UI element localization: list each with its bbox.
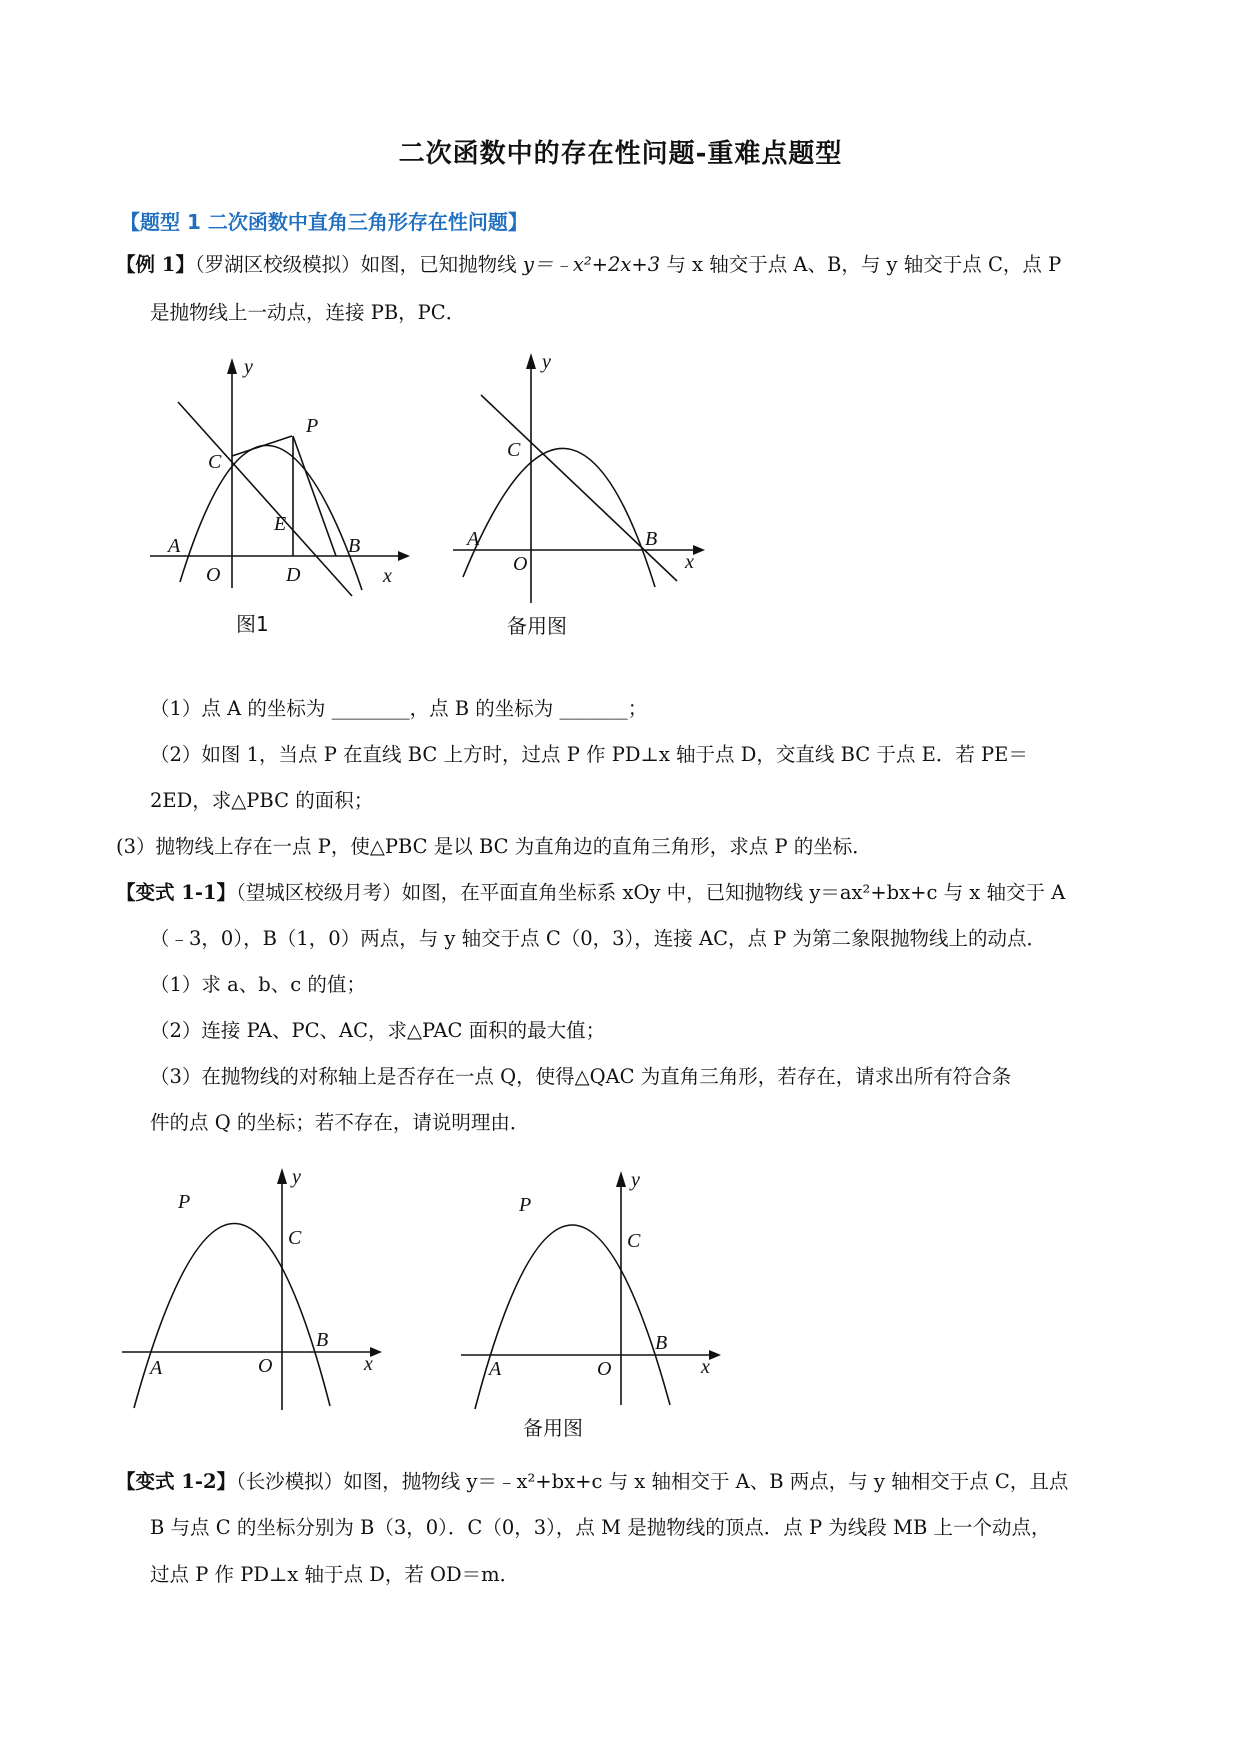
label-b: B — [348, 535, 361, 557]
y-axis-arrow — [277, 1168, 287, 1184]
label-y: y — [631, 1169, 640, 1191]
label-x: x — [685, 551, 694, 573]
label-a: A — [150, 1357, 163, 1379]
variant1-1-q1: （1）求 a、b、c 的值； — [150, 973, 366, 996]
label-o: O — [258, 1355, 273, 1377]
label-d: D — [286, 564, 301, 586]
label-x: x — [383, 565, 392, 587]
parabola-curve — [475, 1225, 670, 1409]
y-axis-arrow — [227, 358, 237, 374]
page-title: 二次函数中的存在性问题-重难点题型 — [398, 139, 843, 169]
example1-q1: （1）点 A 的坐标为 ________，点 B 的坐标为 _______； — [150, 697, 648, 720]
x-axis-arrow — [398, 551, 410, 561]
variant1-2-tag: 【变式 1-2】 — [116, 1470, 237, 1493]
example1-q3: (3）抛物线上存在一点 P，使△PBC 是以 BC 为直角边的直角三角形，求点 P 的坐标． — [116, 835, 872, 858]
variant1-2-line2: B 与点 C 的坐标分别为 B（3，0）．C（0，3），点 M 是抛物线的顶点．点 P 为线段 MB 上一个动点， — [150, 1516, 1051, 1539]
variant1-1-q3-line2: 件的点 Q 的坐标；若不存在，请说明理由． — [150, 1111, 530, 1134]
section-heading: 【题型 1 二次函数中直角三角形存在性问题】 — [120, 210, 528, 234]
example1-tag: 【例 1】 — [116, 253, 195, 276]
y-axis-arrow — [616, 1171, 626, 1187]
variant1-1-q3-line1: （3）在抛物线的对称轴上是否存在一点 Q，使得△QAC 为直角三角形，若存在，请求出所有符合条 — [150, 1065, 1012, 1088]
example1-q2-line2: 2ED，求△PBC 的面积； — [150, 789, 374, 812]
label-y: y — [244, 356, 253, 378]
variant1-1-tag: 【变式 1-1】 — [116, 881, 237, 904]
variant1-1-q2: （2）连接 PA、PC、AC，求△PAC 面积的最大值； — [150, 1019, 606, 1042]
label-p: P — [519, 1194, 532, 1216]
label-x: x — [701, 1356, 710, 1378]
label-p: P — [306, 415, 319, 437]
label-o: O — [206, 564, 221, 586]
variant1-2-line1 — [116, 1467, 1068, 1497]
x-axis-arrow — [693, 545, 705, 555]
figure-1 — [140, 350, 430, 650]
variant1-1-line1-text: （望城区校级月考）如图，在平面直角坐标系 xOy 中，已知抛物线 y＝ax²+bx+c 与 x 轴交于 A — [236, 881, 1066, 904]
variant1-2-line3: 过点 P 作 PD⊥x 轴于点 D，若 OD＝m． — [150, 1563, 520, 1586]
line-bc — [178, 402, 352, 596]
variant1-1-line2: （﹣3，0），B（1，0）两点，与 y 轴交于点 C（0，3），连接 AC，点 P 为第二象限抛物线上的动点． — [150, 927, 1047, 950]
parabola-curve — [134, 1223, 330, 1408]
example1-line1 — [116, 250, 1061, 280]
figure-1-caption: 图1 — [236, 612, 269, 636]
variant1-2-line1-text: （长沙模拟）如图，抛物线 y＝﹣x²+bx+c 与 x 轴相交于 A、B 两点，与 y 轴相交于点 C，且点 — [236, 1470, 1069, 1493]
label-a: A — [168, 535, 181, 557]
label-c: C — [288, 1227, 302, 1249]
variant1-1-line1 — [116, 878, 1065, 908]
label-x: x — [364, 1353, 373, 1375]
example1-line1-a: （罗湖区校级模拟）如图，已知抛物线 — [194, 253, 523, 276]
label-e: E — [274, 513, 287, 535]
label-c: C — [507, 439, 521, 461]
label-c: C — [627, 1230, 641, 1252]
label-b: B — [645, 528, 658, 550]
example1-line2: 是抛物线上一动点，连接 PB，PC． — [150, 301, 466, 324]
label-o: O — [513, 553, 528, 575]
figure-2-spare — [455, 1163, 725, 1423]
label-b: B — [316, 1329, 329, 1351]
label-c: C — [208, 451, 222, 473]
line-bc — [481, 395, 677, 581]
label-p: P — [178, 1191, 191, 1213]
segment-pc — [232, 436, 292, 456]
label-a: A — [489, 1358, 502, 1380]
label-b: B — [655, 1332, 668, 1354]
figure-2-spare-caption: 备用图 — [523, 1416, 583, 1440]
figure-1-spare — [445, 345, 725, 615]
figure-2 — [120, 1160, 390, 1420]
label-o: O — [597, 1358, 612, 1380]
y-axis-arrow — [526, 353, 536, 369]
example1-line1-b: 与 x 轴交于点 A、B，与 y 轴交于点 C，点 P — [660, 253, 1062, 276]
example1-q2-line1: （2）如图 1，当点 P 在直线 BC 上方时，过点 P 作 PD⊥x 轴于点 D，交直线 BC 于点 E．若 PE＝ — [150, 743, 1028, 766]
x-axis-arrow — [709, 1350, 721, 1360]
label-a: A — [467, 528, 480, 550]
figure-1-spare-caption: 备用图 — [507, 614, 567, 638]
example1-equation: y＝﹣x²+2x+3 — [522, 253, 661, 276]
label-y: y — [542, 351, 551, 373]
label-y: y — [292, 1166, 301, 1188]
